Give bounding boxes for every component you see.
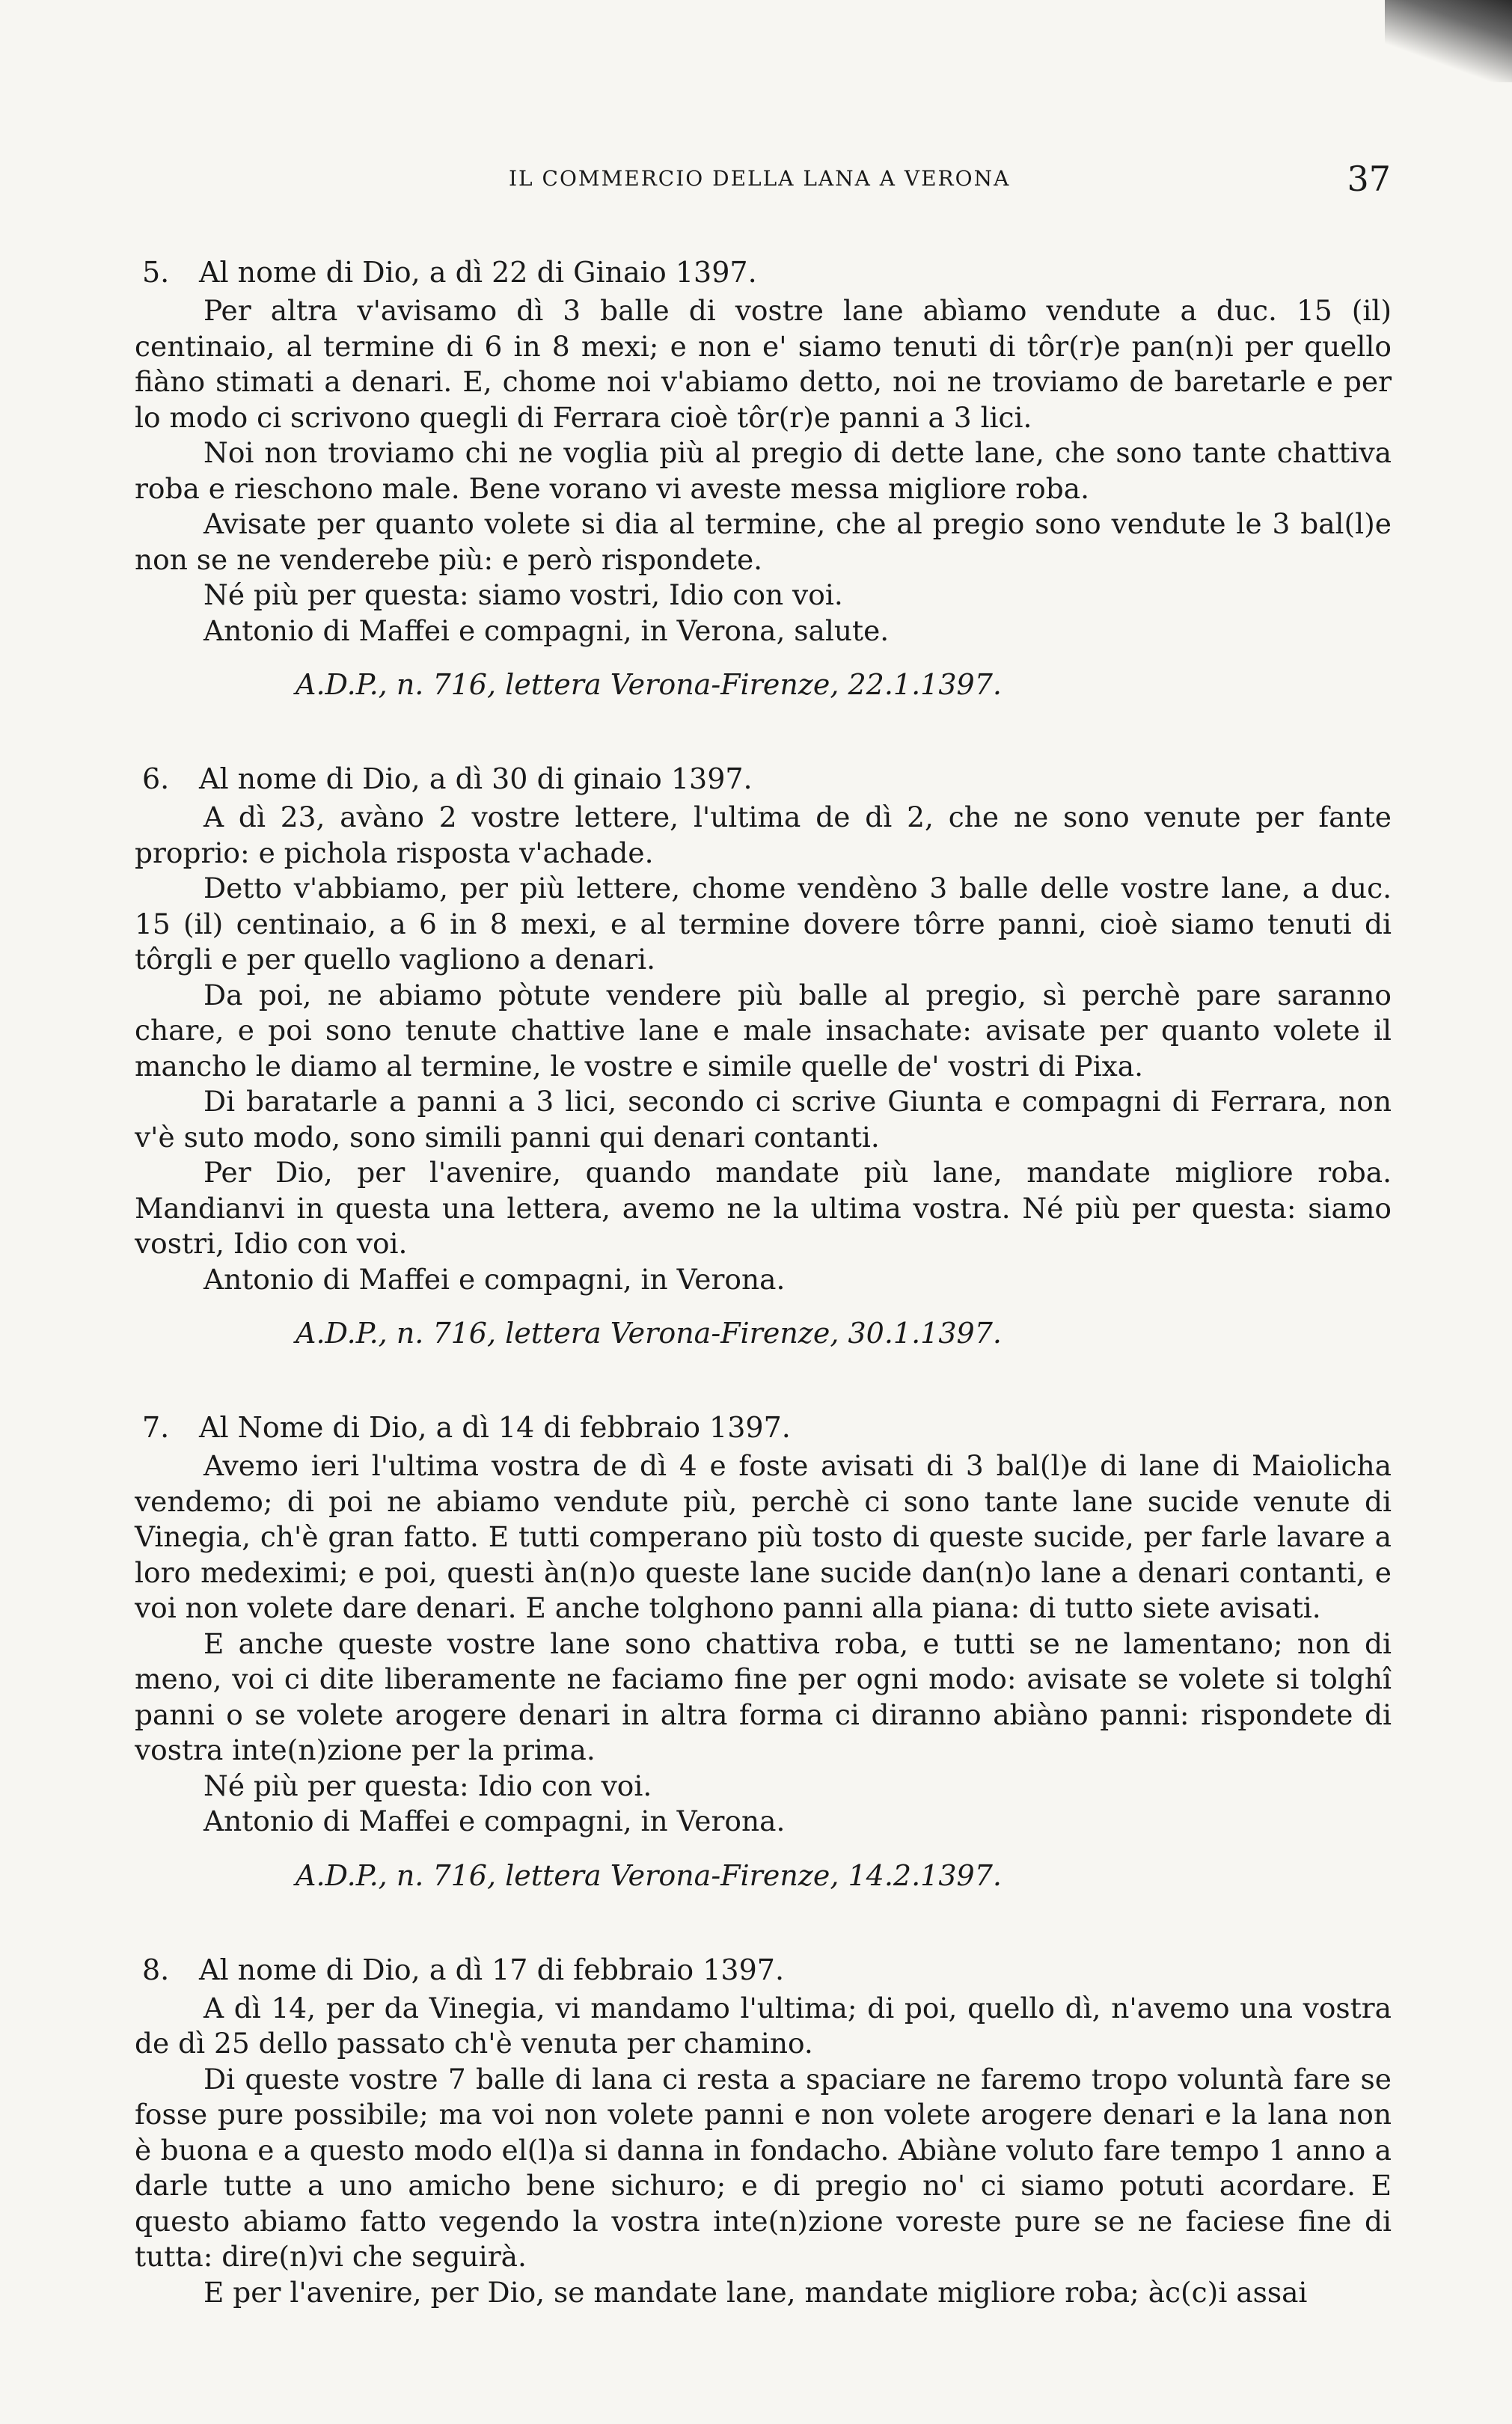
paragraph: Per Dio, per l'avenire, quando mandate più lane, mandate migliore roba. Mandianvi in questa una lettera, avemo ne la ultima vostra. Né più per questa: siamo vostri, Idio con voi. — [135, 1156, 1392, 1260]
signature-line: Antonio di Maffei e compagni, in Verona. — [203, 1805, 786, 1837]
letter-number: 7. — [142, 1411, 170, 1444]
letter-heading — [142, 761, 1392, 797]
paragraph: A dì 23, avàno 2 vostre lettere, l'ultima de dì 2, che ne sono venute per fante proprio: e pichola risposta v'achade. — [135, 801, 1392, 869]
paragraph: Avemo ieri l'ultima vostra de dì 4 e foste avisati di 3 bal(l)e di lane di Maiolicha vendemo; di poi ne abiamo vendute più, perchè ci sono tante lane sucide venute di Vinegia, ch'è gran fatto. E tutti comperano più tosto di queste sucide, per farle lavare a loro medeximi; e poi, questi àn(n)o queste lane sucide dan(n)o lane a denari contanti, e voi non volete dare denari. E anche tolghono panni alla piana: di tutto siete avisati. — [135, 1449, 1392, 1624]
running-title: IL COMMERCIO DELLA LANA A VERONA — [509, 166, 1011, 191]
letter-8 — [135, 1952, 1392, 2311]
paragraph: A dì 14, per da Vinegia, vi mandamo l'ultima; di poi, quello dì, n'avemo una vostra de dì 25 dello passato ch'è venuta per chamino. — [135, 1991, 1392, 2060]
paragraph: E per l'avenire, per Dio, se mandate lane, mandate migliore roba; àc(c)i assai — [203, 2275, 1308, 2309]
archival-source: A.D.P., n. 716, lettera Verona-Firenze, 14.2.1397. — [296, 1858, 1002, 1892]
letter-number: 5. — [142, 256, 170, 289]
paragraph: Di baratarle a panni a 3 lici, secondo ci scrive Giunta e compagni di Ferrara, non v'è suto modo, sono simili panni qui denari contanti. — [135, 1085, 1392, 1154]
page-number: 37 — [1347, 159, 1391, 199]
page-body — [135, 254, 1392, 2369]
paragraph: Detto v'abbiamo, per più lettere, chome vendèno 3 balle delle vostre lane, a duc. 15 (il) centinaio, a 6 in 8 mexi, e al termine dovere tôrre panni, cioè siamo tenuti di tôrgli e per quello vagliono a denari. — [135, 872, 1392, 976]
page-header — [0, 159, 1512, 203]
closing-line: Né più per questa: Idio con voi. — [203, 1769, 652, 1802]
letter-salutation: Al Nome di Dio, a dì 14 di febbraio 1397. — [199, 1411, 791, 1444]
paragraph: Per altra v'avisamo dì 3 balle di vostre lane abìamo vendute a duc. 15 (il) centinaio, al termine di 6 in 8 mexi; e non e' siamo tenuti di tôr(r)e pan(n)i per quello fiàno stimati a denari. E, chome noi v'abiamo detto, noi ne troviamo de baretarle e per lo modo ci scrivono quegli di Ferrara cioè tôr(r)e panni a 3 lici. — [135, 294, 1392, 434]
paragraph: Di queste vostre 7 balle di lana ci resta a spaciare ne faremo tropo voluntà fare se fosse pure possibile; ma voi non volete panni e non volete arogere denari e la lana non è buona e a questo modo el(l)a si danna in fondacho. Abiàne voluto fare tempo 1 anno a darle tutte a uno amicho bene sichuro; e di pregio no' ci siamo potuti acordare. E questo abiamo fatto vegendo la vostra inte(n)zione voreste pure se ne faciese fine di tutta: dire(n)vi che seguirà. — [135, 2062, 1392, 2273]
paragraph: E anche queste vostre lane sono chattiva roba, e tutti se ne lamentano; non di meno, voi ci dite liberamente ne faciamo fine per ogni modo: avisate se volete si tolghî panni o se volete arogere denari in altra forma ci diranno abiàno panni: rispondete di vostra inte(n)zione per la prima. — [135, 1626, 1392, 1766]
archival-source: A.D.P., n. 716, lettera Verona-Firenze, 22.1.1397. — [296, 668, 1002, 701]
letter-salutation: Al nome di Dio, a dì 22 di Ginaio 1397. — [199, 256, 757, 289]
signature-line: Antonio di Maffei e compagni, in Verona. — [203, 1262, 786, 1296]
letter-heading — [142, 1952, 1392, 1988]
scan-shadow — [1385, 0, 1512, 82]
archival-source: A.D.P., n. 716, lettera Verona-Firenze, 30.1.1397. — [296, 1317, 1002, 1350]
letter-salutation: Al nome di Dio, a dì 17 di febbraio 1397. — [199, 1953, 785, 1986]
letter-6 — [135, 761, 1392, 1351]
letter-number: 8. — [142, 1953, 170, 1986]
letter-salutation: Al nome di Dio, a dì 30 di ginaio 1397. — [199, 762, 753, 795]
letter-heading — [142, 254, 1392, 290]
closing-line: Né più per questa: siamo vostri, Idio con voi. — [203, 578, 843, 611]
letter-7 — [135, 1410, 1392, 1894]
letter-number: 6. — [142, 762, 170, 795]
letter-heading — [142, 1410, 1392, 1445]
paragraph: Noi non troviamo chi ne voglia più al pregio di dette lane, che sono tante chattiva roba e rieschono male. Bene vorano vi aveste messa migliore roba. — [135, 436, 1392, 505]
paragraph: Avisate per quanto volete si dia al termine, che al pregio sono vendute le 3 bal(l)e non se ne venderebe più: e però rispondete. — [135, 507, 1392, 576]
letter-5 — [135, 254, 1392, 703]
paragraph: Da poi, ne abiamo pòtute vendere più balle al pregio, sì perchè pare saranno chare, e poi sono tenute chattive lane e male insachate: avisate per quanto volete il mancho le diamo al termine, le vostre e simile quelle de' vostri di Pixa. — [135, 978, 1392, 1083]
signature-line: Antonio di Maffei e compagni, in Verona, salute. — [203, 613, 890, 647]
